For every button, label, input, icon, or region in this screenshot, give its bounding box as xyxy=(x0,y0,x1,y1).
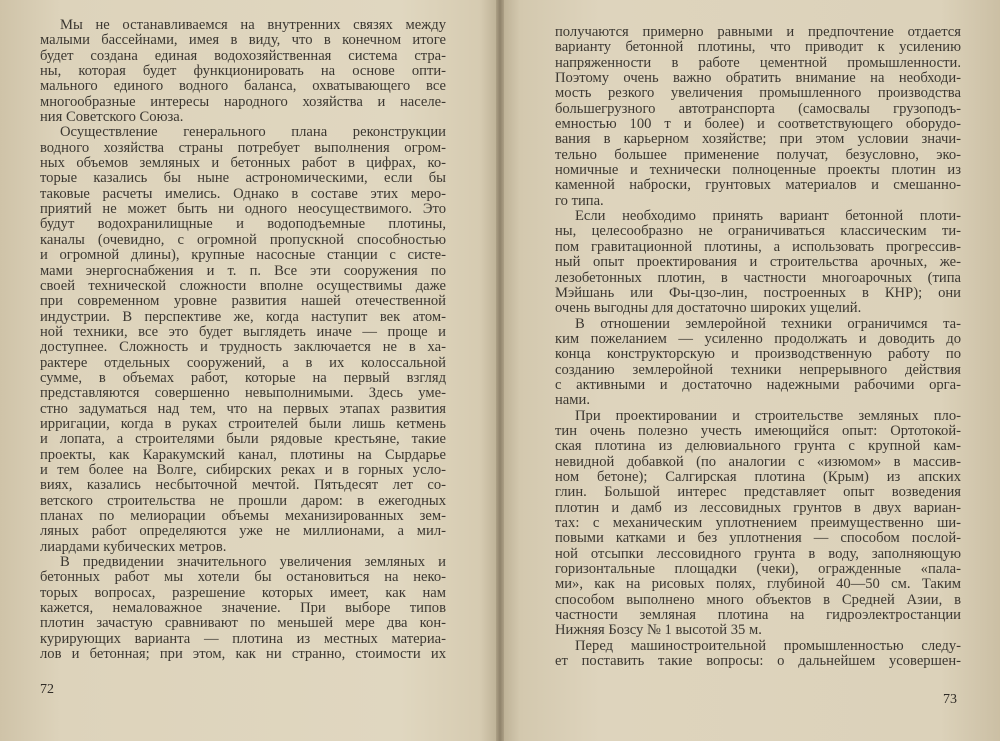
paragraph xyxy=(40,555,446,662)
text-line: ляных работ определяются уже не миллионами, а мил- xyxy=(40,523,446,540)
text-line: ния Советского Союза. xyxy=(40,109,184,126)
text-line: пом гравитационной плотины, а использовать прогрессив- xyxy=(555,238,961,255)
text-line: получаются примерно равными и предпочтение отдается xyxy=(555,24,961,40)
text-line: каналы (очевидно, с огромной пропускной способностью xyxy=(40,231,446,248)
text-line: горизонтальные площадки (чеки), огражденные «пала- xyxy=(555,561,961,578)
text-line: невидной добавкой (по аналогии с «изюмом» в массив- xyxy=(555,453,961,470)
text-line: своей технической сложности вполне осуществимы даже xyxy=(40,277,446,294)
text-line: таковые расчеты имелись. Однако в составе этих меро- xyxy=(40,185,446,202)
text-line: Нижняя Бозсу № 1 высотой 35 м. xyxy=(555,622,762,639)
page-text xyxy=(40,18,446,662)
text-line: бетонных работ мы хотели бы остановиться на неко- xyxy=(40,569,446,586)
text-line: будут водохранилищные и водоподъемные плотины, xyxy=(40,216,446,233)
text-line: индустрии. В перспективе же, когда наступит век атом- xyxy=(40,308,446,325)
text-line: тах: с механическим уплотнением преимущественно ши- xyxy=(555,515,961,531)
text-line: Осуществление генерального плана реконструкции xyxy=(60,124,446,141)
text-line: способом выполнено много объектов в Средней Азии, в xyxy=(555,591,961,608)
text-line: лиардами кубических метров. xyxy=(40,538,227,555)
text-line: ет поставить такие вопросы: о дальнейшем усовершен- xyxy=(555,653,961,670)
text-line: ны, целесообразно не ограничиваться классическим ти- xyxy=(555,223,961,240)
text-line: с активными и достаточно надежными рабочими орга- xyxy=(555,376,961,393)
text-line: кажется, немаловажное значение. При выборе типов xyxy=(40,600,446,617)
text-line: мами энергоснабжения и т. п. Все эти сооружения по xyxy=(40,262,446,279)
paragraph xyxy=(555,409,961,639)
text-line: Если необходимо принять вариант бетонной плоти- xyxy=(575,208,961,225)
text-line: торые казались бы ныне астрономическими, если бы xyxy=(40,170,446,187)
text-line: при современном уровне развития нашей отечественной xyxy=(40,293,446,310)
page-number: 72 xyxy=(40,682,54,697)
paragraph xyxy=(40,125,446,555)
text-line: тин очень полезно учесть имеющийся опыт: Ортотокой- xyxy=(555,422,961,439)
text-line: плотин и дамб из лессовидных грунтов в двух вариан- xyxy=(555,499,961,516)
paragraph xyxy=(40,18,446,125)
text-line: ская плотина из делювиального грунта с крупной кам- xyxy=(555,438,961,455)
text-line: водного хозяйства страны потребует выполнения огром- xyxy=(40,139,446,156)
text-line: планах по мелиорации объемы механизированных зем- xyxy=(40,508,446,524)
text-line: ми», как на рисовых полях, глубиной 40—50 см. Таким xyxy=(555,576,961,593)
text-line: созданию землеройной техники непрерывного действия xyxy=(555,361,961,378)
text-line: номичные и технически полноценные проекты плотин из xyxy=(555,162,961,179)
text-line: ной техники, все это будет выглядеть иначе — проще и xyxy=(40,323,446,340)
paragraph xyxy=(555,209,961,316)
page-number: 73 xyxy=(943,692,957,707)
text-line: проекты, как Каракумский канал, плотины на Сырдарье xyxy=(40,446,446,463)
text-line: лов и бетонная; при этом, как ни странно, стоимости их xyxy=(40,646,446,663)
text-line: ким пожеланием — усиленно продолжать и доводить до xyxy=(555,330,961,347)
text-line: При проектировании и строительстве земляных пло- xyxy=(575,407,961,424)
text-line: Перед машиностроительной промышленностью следу- xyxy=(575,637,961,654)
text-line: большегрузного автотранспорта (самосвалы грузоподъ- xyxy=(555,100,961,117)
text-line: вания в карьерном хозяйстве; при этом условии значи- xyxy=(555,131,961,148)
text-line: лезобетонных плотин, в частности многоарочных (типа xyxy=(555,269,961,286)
text-line: ных объемов земляных и бетонных работ в цифрах, ко- xyxy=(40,155,446,172)
text-line: Мэйшань или Фы-цзо-лин, построенных в КНР); они xyxy=(555,284,961,301)
text-line: торых вопросах, разрешение которых имеет, как нам xyxy=(40,584,446,601)
text-line: представляются совершенно невыполнимыми. Здесь уме- xyxy=(40,385,446,402)
text-line: плотин зачастую сравнивают по меньшей мере два кон- xyxy=(40,615,446,632)
text-line: малыми бассейнами, имея в виду, что в конечном итоге xyxy=(40,32,446,49)
paragraph xyxy=(555,317,961,409)
text-line: Поэтому очень важно обратить внимание на необходи- xyxy=(555,70,961,87)
text-line: рактере отдельных сооружений, а в их колоссальной xyxy=(40,354,446,371)
text-line: стно задуматься над тем, что на первых этапах развития xyxy=(40,400,446,417)
text-line: варианту бетонной плотины, что приводит к усилению xyxy=(555,39,961,56)
text-line: повыми катками и без уплотнения — способом послой- xyxy=(555,530,961,547)
text-line: и тем более на Волге, сибирских реках и в горных усло- xyxy=(40,461,446,478)
text-line: го типа. xyxy=(555,192,604,209)
text-line: мость резкого увеличения промышленного производства xyxy=(555,85,961,102)
text-line: В отношении землеройной техники ограничимся та- xyxy=(575,315,961,332)
text-line: мального единого водного баланса, охватывающего все xyxy=(40,78,446,95)
text-line: многообразные интересы народного хозяйства и населе- xyxy=(40,93,446,110)
text-line: конца конструкторскую и производственную работу по xyxy=(555,346,961,363)
text-line: доступнее. Сложность и трудность заключается не в ха- xyxy=(40,339,446,356)
text-line: очень выгодны для достаточно широких ущелий. xyxy=(555,300,862,317)
text-line: ирригации, когда в руках строителей были лишь кетмень xyxy=(40,415,446,432)
left-page xyxy=(0,0,498,741)
right-page xyxy=(502,0,1000,741)
text-line: виях, казались несбыточной мечтой. Пятьдесят лет со- xyxy=(40,477,446,494)
text-line: ветского строительства не прошли даром: в ежегодных xyxy=(40,492,446,509)
page-text xyxy=(555,25,961,669)
text-line: будет создана единая водохозяйственная система стра- xyxy=(40,47,446,64)
text-line: курирующих варианта — плотина из местных материа- xyxy=(40,630,446,647)
text-line: напряженности в работе цементной промышленности. xyxy=(555,54,961,71)
text-line: сумме, в объемах работ, которые на первый взгляд xyxy=(40,369,446,386)
text-line: ный опыт проектирования и строительства арочных, же- xyxy=(555,254,961,271)
text-line: емностью 100 т и более) и соответствующего оборудо- xyxy=(555,116,961,133)
text-line: тельно большее применение получат, безусловно, эко- xyxy=(555,146,961,163)
text-line: глин. Большой интерес представляет опыт возведения xyxy=(555,484,961,501)
text-line: ны, которая будет функционировать на основе опти- xyxy=(40,63,446,80)
paragraph xyxy=(555,25,961,209)
text-line: ном бетоне); Салгирская плотина (Крым) из апских xyxy=(555,468,961,485)
text-line: нами. xyxy=(555,392,590,409)
text-line: Мы не останавливаемся на внутренних связях между xyxy=(60,17,446,33)
text-line: частности земляная плотина на гидроэлектростанции xyxy=(555,607,961,624)
text-line: и огромной длины), крупные насосные станции с систе- xyxy=(40,247,446,264)
text-line: и лопата, а строителями были рядовые крестьяне, такие xyxy=(40,431,446,448)
paragraph xyxy=(555,639,961,670)
text-line: В предвидении значительного увеличения земляных и xyxy=(60,554,446,571)
text-line: приятий не может быть ни одного неосуществимого. Это xyxy=(40,201,446,218)
text-line: каменной наброски, грунтовых материалов и смешанно- xyxy=(555,177,961,194)
text-line: ной отсыпки лессовидного грунта в воду, заполняющую xyxy=(555,545,961,562)
